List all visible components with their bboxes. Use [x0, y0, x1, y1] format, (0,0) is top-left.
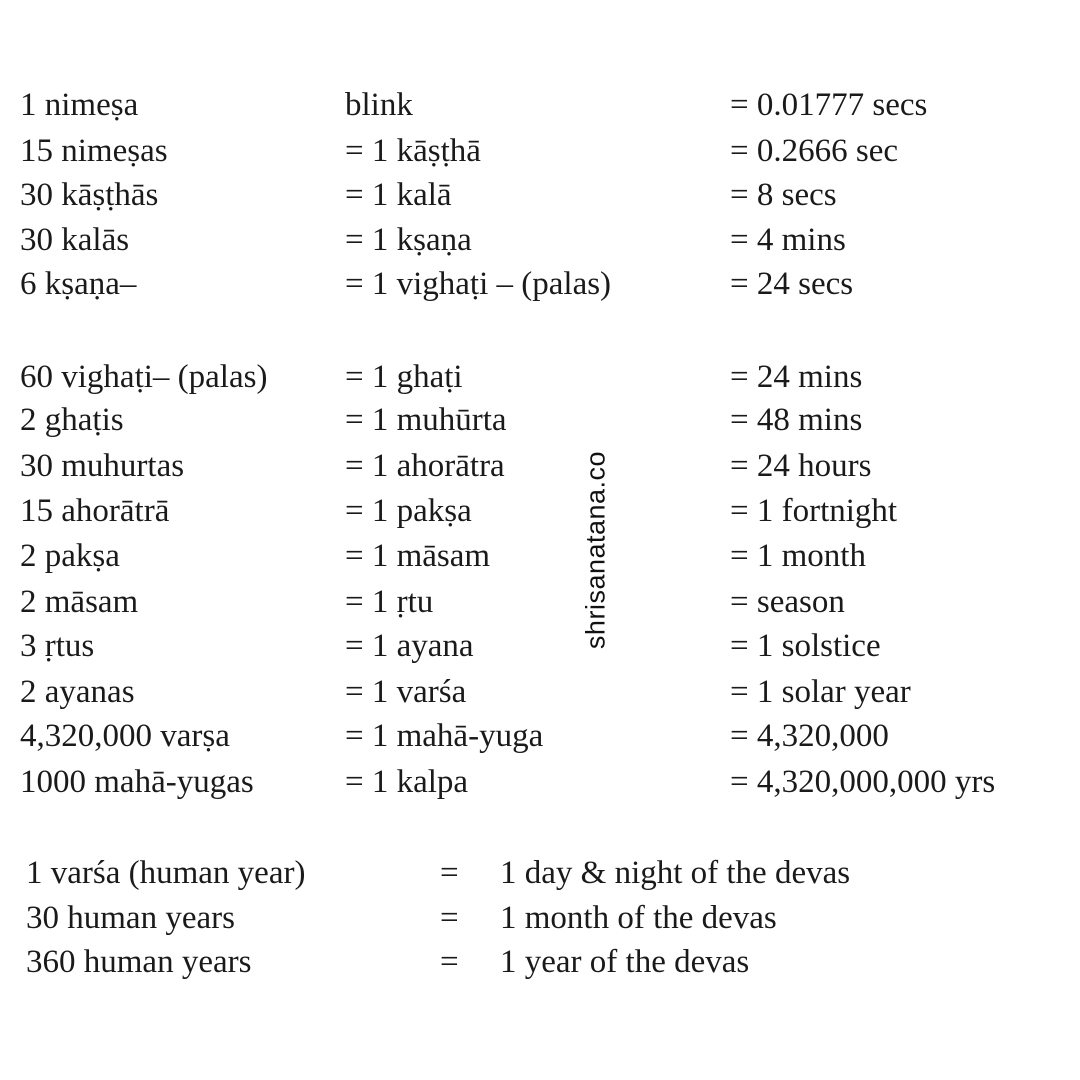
watermark-text: shrisanatana.co	[580, 450, 611, 650]
table-row	[0, 851, 1080, 895]
table-row	[0, 355, 1080, 399]
equals-sign: =	[440, 944, 459, 980]
deva-time-cell: 1 month of the devas	[500, 900, 777, 936]
table-row	[0, 534, 1080, 578]
equivalent-cell: = 1 ghaṭi	[345, 359, 463, 395]
table-row	[0, 262, 1080, 306]
unit-cell: 60 vighaṭi– (palas)	[20, 359, 268, 395]
equals-sign: =	[440, 900, 459, 936]
unit-cell: 1000 mahā-yugas	[20, 764, 254, 800]
table-row	[0, 670, 1080, 714]
value-cell: = 24 secs	[730, 266, 854, 302]
value-cell: = 48 mins	[730, 402, 863, 438]
unit-cell: 4,320,000 varṣa	[20, 718, 230, 754]
unit-cell: 30 kāṣṭhās	[20, 177, 159, 213]
unit-cell: 2 ghaṭis	[20, 402, 124, 438]
value-cell: = 0.2666 sec	[730, 133, 898, 169]
equivalent-cell: = 1 muhūrta	[345, 402, 507, 438]
equivalent-cell: = 1 varśa	[345, 674, 467, 710]
value-cell: = 8 secs	[730, 177, 837, 213]
equals-sign: =	[440, 855, 459, 891]
value-cell: = 4,320,000	[730, 718, 889, 754]
value-cell: = season	[730, 584, 845, 620]
equivalent-cell: = 1 kṣaṇa	[345, 222, 472, 258]
unit-cell: 30 muhurtas	[20, 448, 185, 484]
table-row	[0, 83, 1080, 127]
equivalent-cell: = 1 kāṣṭhā	[345, 133, 481, 169]
unit-cell: 6 kṣaṇa–	[20, 266, 137, 302]
table-row	[0, 940, 1080, 984]
human-time-cell: 30 human years	[26, 900, 235, 936]
table-row	[0, 760, 1080, 804]
value-cell: = 1 solstice	[730, 628, 881, 664]
table-row	[0, 444, 1080, 488]
table-row	[0, 489, 1080, 533]
unit-cell: 15 ahorātrā	[20, 493, 170, 529]
table-row	[0, 398, 1080, 442]
equivalent-cell: = 1 pakṣa	[345, 493, 472, 529]
value-cell: = 24 hours	[730, 448, 872, 484]
table-row	[0, 218, 1080, 262]
unit-cell: 2 māsam	[20, 584, 139, 620]
unit-cell: 30 kalās	[20, 222, 130, 258]
equivalent-cell: = 1 vighaṭi – (palas)	[345, 266, 612, 302]
equivalent-cell: = 1 ṛtu	[345, 584, 434, 620]
value-cell: = 0.01777 secs	[730, 87, 928, 123]
deva-time-cell: 1 day & night of the devas	[500, 855, 851, 891]
value-cell: = 4 mins	[730, 222, 846, 258]
unit-cell: 2 pakṣa	[20, 538, 120, 574]
human-time-cell: 360 human years	[26, 944, 252, 980]
table-row	[0, 714, 1080, 758]
table-row	[0, 173, 1080, 217]
equivalent-cell: = 1 ayana	[345, 628, 474, 664]
equivalent-cell: = 1 kalā	[345, 177, 452, 213]
value-cell: = 4,320,000,000 yrs	[730, 764, 996, 800]
unit-cell: 2 ayanas	[20, 674, 135, 710]
value-cell: = 1 month	[730, 538, 866, 574]
value-cell: = 24 mins	[730, 359, 863, 395]
value-cell: = 1 solar year	[730, 674, 911, 710]
equivalent-cell: = 1 kalpa	[345, 764, 469, 800]
deva-time-cell: 1 year of the devas	[500, 944, 750, 980]
equivalent-cell: = 1 māsam	[345, 538, 491, 574]
equivalent-cell: = 1 ahorātra	[345, 448, 505, 484]
value-cell: = 1 fortnight	[730, 493, 898, 529]
unit-cell: 15 nimeṣas	[20, 133, 168, 169]
unit-cell: 1 nimeṣa	[20, 87, 139, 123]
table-row	[0, 580, 1080, 624]
unit-cell: 3 ṛtus	[20, 628, 95, 664]
table-row	[0, 624, 1080, 668]
table-row	[0, 896, 1080, 940]
equivalent-cell: = 1 mahā-yuga	[345, 718, 544, 754]
table-row	[0, 129, 1080, 173]
human-time-cell: 1 varśa (human year)	[26, 855, 306, 891]
equivalent-cell: blink	[345, 87, 413, 123]
